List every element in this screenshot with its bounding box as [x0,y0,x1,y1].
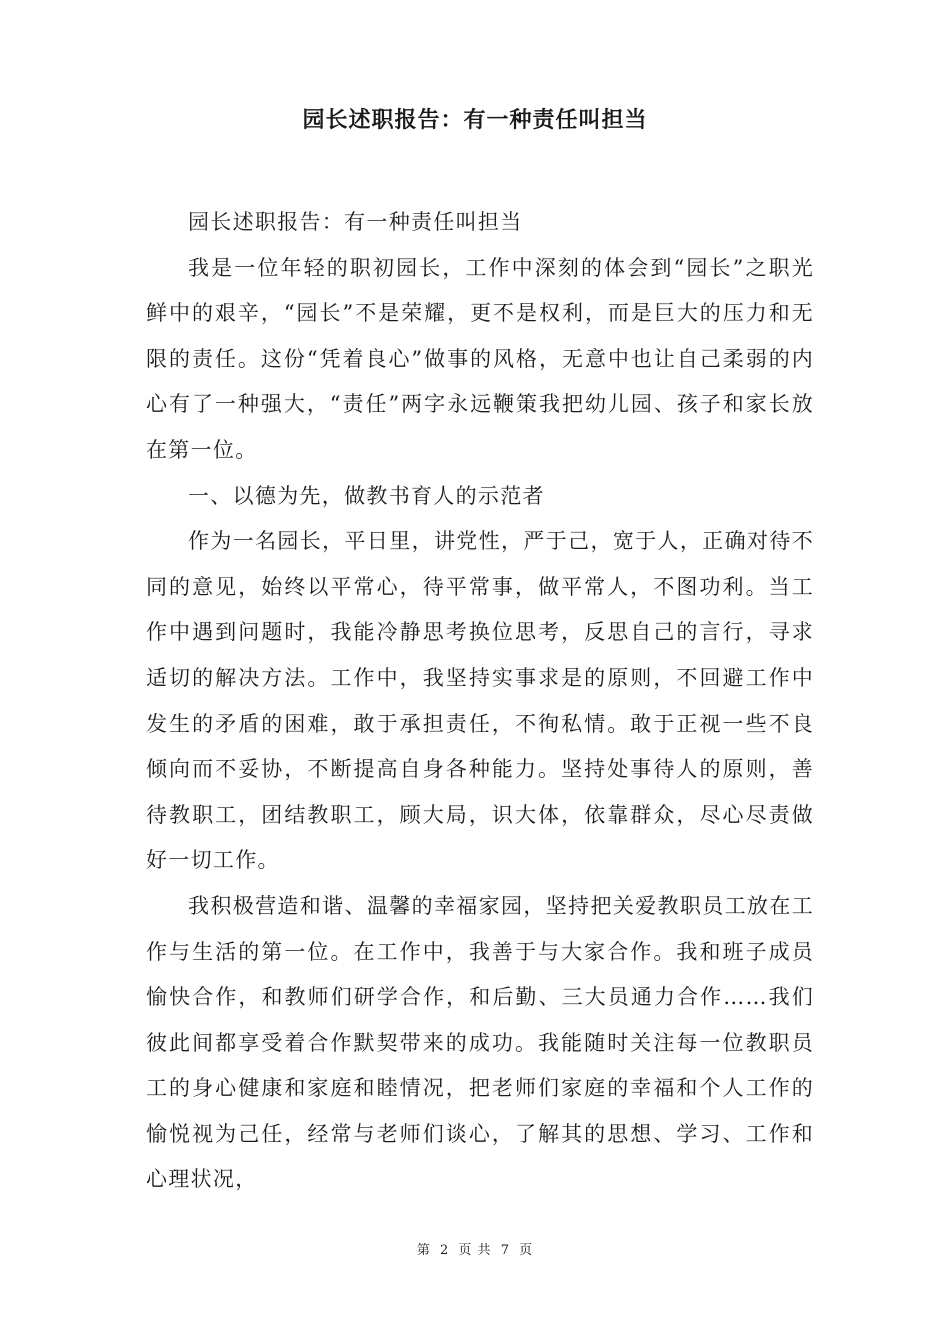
section-heading: 一、以德为先，做教书育人的示范者 [188,483,545,508]
document-body [146,200,814,1203]
document-title: 园长述职报告：有一种责任叫担当 [302,107,648,133]
paragraph-subtitle: 园长述职报告：有一种责任叫担当 [188,210,523,234]
paragraph-body: 我积极营造和谐、温馨的幸福家园，坚持把关爱教职员工放在工作与生活的第一位。在工作中，我善于与大家合作。我和班子成员愉快合作，和教师们研学合作，和后勤、三大员通力合作……我们彼此间都享受着合作默契带来的成功。我能随时关注每一位教职员工的身心健康和家庭和睦情况，把老师们家庭的幸福和个人工作的愉悦视为己任，经常与老师们谈心，了解其的思想、学习、工作和心理状况， [146,893,814,1192]
paragraph-body: 作为一名园长，平日里，讲党性，严于己，宽于人，正确对待不同的意见，始终以平常心，待平常事，做平常人，不图功利。当工作中遇到问题时，我能冷静思考换位思考，反思自己的言行，寻求适切的解决方法。工作中，我坚持实事求是的原则，不回避工作中发生的矛盾的困难，敢于承担责任，不徇私情。敢于正视一些不良倾向而不妥协，不断提高自身各种能力。坚持处事待人的原则，善待教职工，团结教职工，顾大局，识大体，依靠群众，尽心尽责做好一切工作。 [146,529,814,873]
page-number-footer [0,1239,950,1258]
footer-prefix: 第 [416,1243,431,1258]
footer-middle: 页 共 [458,1243,492,1258]
paragraph-intro: 我是一位年轻的职初园长，工作中深刻的体会到“园长”之职光鲜中的艰辛，“园长”不是荣耀，更不是权利，而是巨大的压力和无限的责任。这份“凭着良心”做事的风格，无意中也让自己柔弱的内心有了一种强大，“责任”两字永远鞭策我把幼儿园、孩子和家长放在第一位。 [146,255,814,462]
footer-total-pages: 7 [500,1243,510,1258]
footer-suffix: 页 [519,1243,534,1258]
footer-current-page: 2 [440,1243,450,1258]
